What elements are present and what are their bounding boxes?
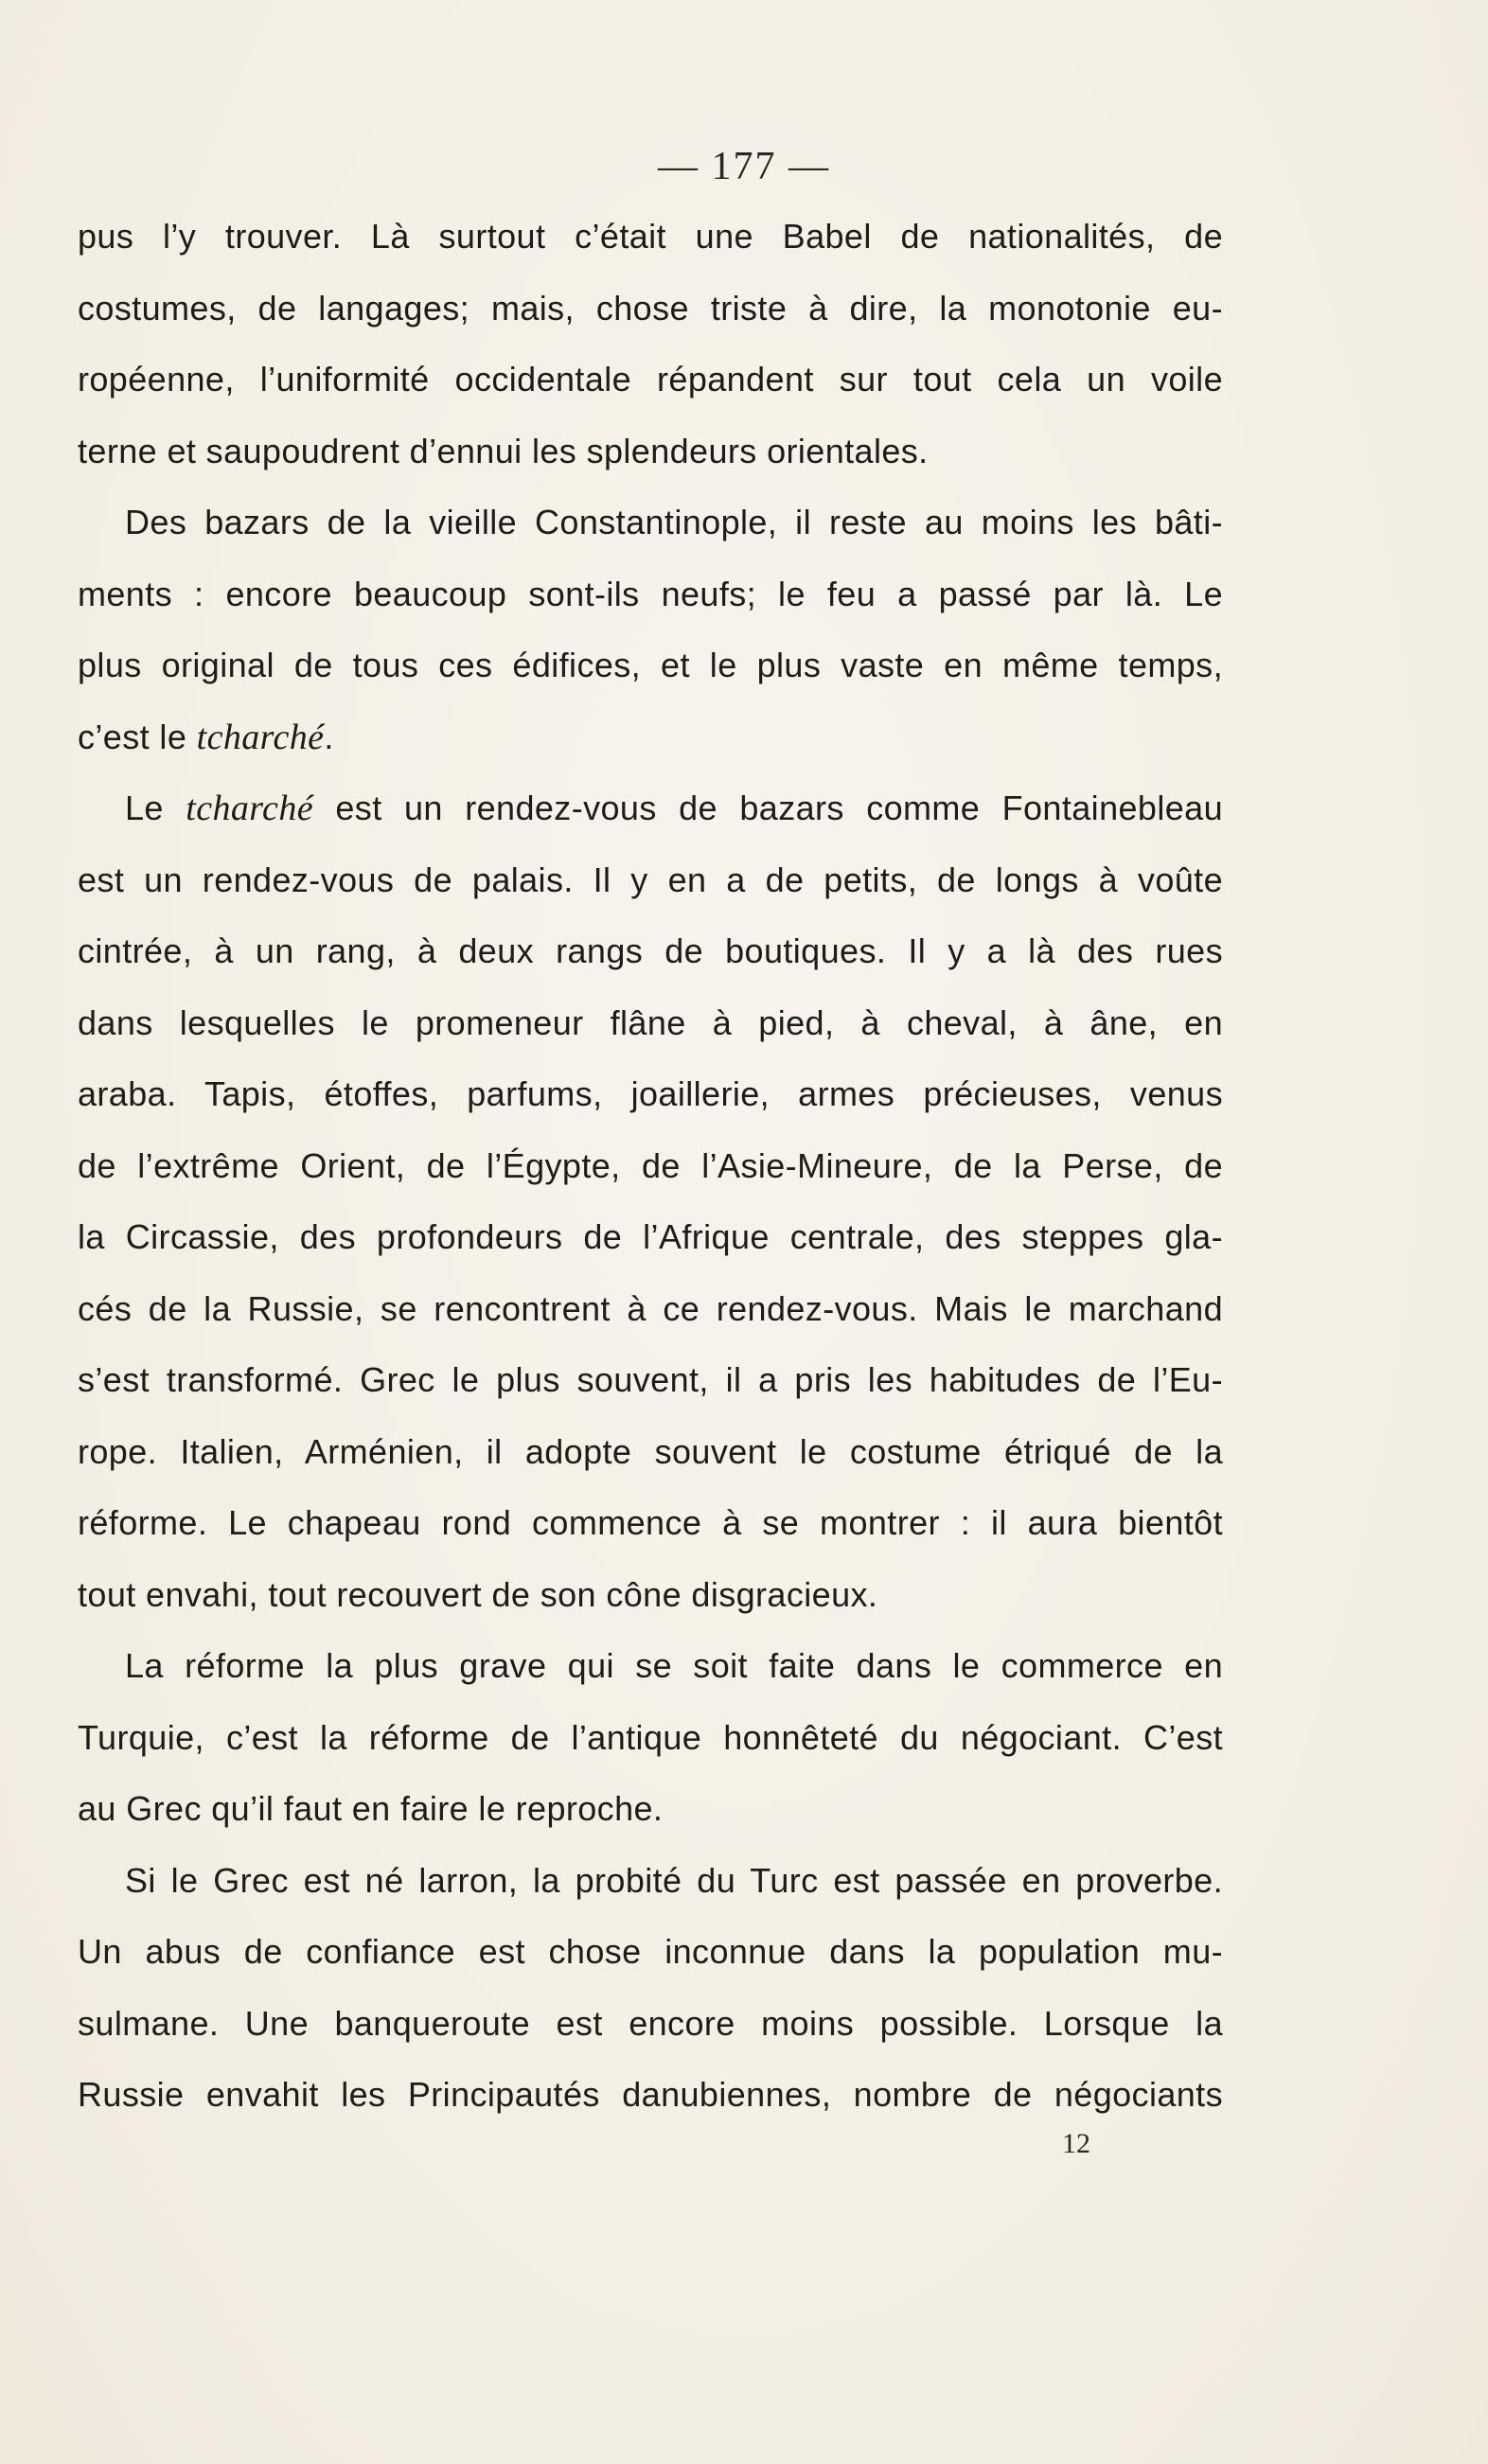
text-line: Des bazars de la vieille Constantinople, il reste au moins les bâti-	[125, 503, 1223, 541]
text-line: costumes, de langages; mais, chose triste à dire, la monotonie eu-	[78, 288, 1223, 328]
signature-mark: 12	[1062, 2128, 1090, 2159]
italic-term: tcharché	[186, 789, 313, 828]
text-line: ments : encore beaucoup sont-ils neufs; le feu a passé par là. Le	[78, 574, 1223, 613]
text-line: au Grec qu’il faut en faire le reproche.	[78, 1789, 664, 1828]
text-line: Turquie, c’est la réforme de l’antique honnêteté du négociant. C’est	[78, 1717, 1223, 1757]
text-line: cintrée, à un rang, à deux rangs de boutiques. Il y a là des rues	[78, 931, 1223, 970]
text-line: Un abus de confiance est chose inconnue dans la population mu-	[78, 1932, 1223, 1971]
text-line: s’est transformé. Grec le plus souvent, il a pris les habitudes de l’Eu-	[78, 1360, 1223, 1399]
body-text	[78, 201, 1223, 2131]
text-line: de l’extrême Orient, de l’Égypte, de l’Asie-Mineure, de la Perse, de	[78, 1145, 1223, 1185]
text-line: pus l’y trouver. Là surtout c’était une Babel de nationalités, de	[78, 217, 1223, 256]
text-line: est un rendez-vous de palais. Il y en a de petits, de longs à voûte	[78, 860, 1223, 899]
text-line: Si le Grec est né larron, la probité du Turc est passée en proverbe.	[125, 1860, 1223, 1900]
text-line: Russie envahit les Principautés danubiennes, nombre de négociants	[78, 2075, 1223, 2114]
text-line: araba. Tapis, étoffes, parfums, joaillerie, armes précieuses, venus	[78, 1074, 1223, 1113]
text-line: réforme. Le chapeau rond commence à se montrer : il aura bientôt	[78, 1503, 1223, 1542]
italic-term: tcharché	[196, 717, 325, 757]
text-line: terne et saupoudrent d’ennui les splendeurs orientales.	[78, 431, 929, 470]
text-line: ropéenne, l’uniformité occidentale répandent sur tout cela un voile	[78, 360, 1223, 399]
text-line: La réforme la plus grave qui se soit faite dans le commerce en	[125, 1646, 1223, 1685]
text-line: plus original de tous ces édifices, et le plus vaste en même temps,	[78, 646, 1223, 684]
text-line: cés de la Russie, se rencontrent à ce rendez-vous. Mais le marchand	[78, 1288, 1223, 1328]
text-line: rope. Italien, Arménien, il adopte souvent le costume étriqué de la	[78, 1431, 1223, 1471]
text-line: la Circassie, des profondeurs de l’Afrique centrale, des steppes gla-	[78, 1217, 1223, 1256]
text-line: c’est le tcharché.	[78, 717, 334, 757]
page-number-header: — 177 —	[658, 145, 830, 188]
text-line: sulmane. Une banqueroute est encore moins possible. Lorsque la	[78, 2003, 1223, 2043]
text-line: tout envahi, tout recouvert de son cône disgracieux.	[78, 1574, 878, 1614]
text-line: dans lesquelles le promeneur flâne à pied, à cheval, à âne, en	[78, 1002, 1223, 1042]
text-line: Le tcharché est un rendez-vous de bazars comme Fontainebleau	[125, 789, 1223, 828]
